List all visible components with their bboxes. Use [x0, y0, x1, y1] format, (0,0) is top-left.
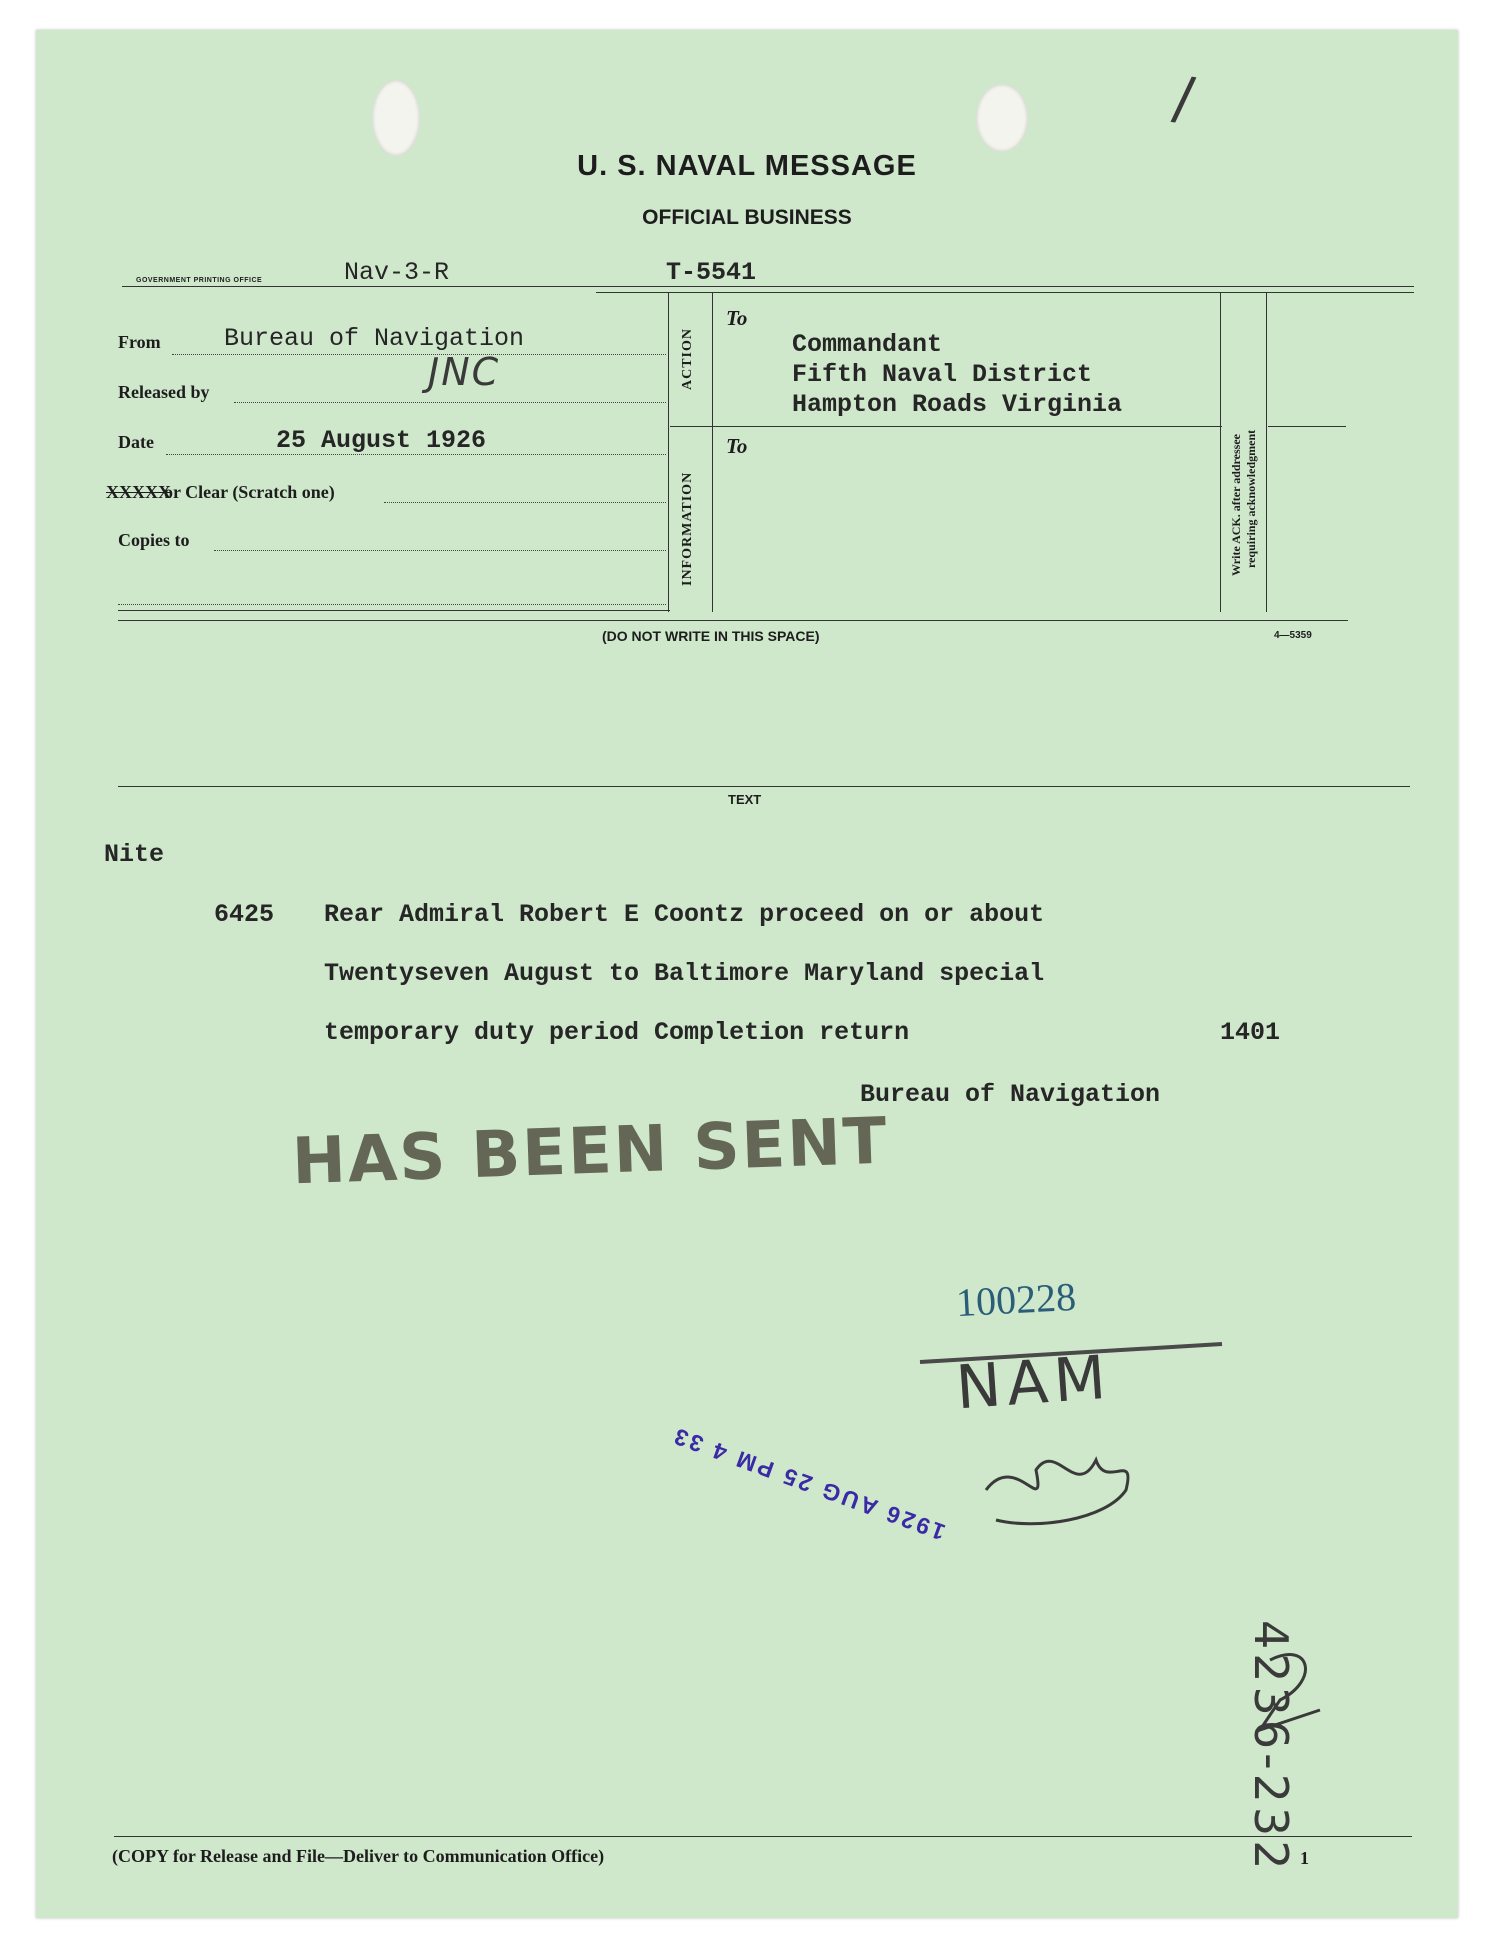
date-label: Date: [118, 432, 154, 452]
action-to-label: To: [726, 306, 748, 330]
information-to-label: To: [726, 434, 748, 458]
punch-hole-left: [372, 80, 420, 156]
corner-pencil-mark: /: [1169, 62, 1199, 134]
message-precedence: Nite: [104, 840, 165, 869]
page-subtitle: OFFICIAL BUSINESS: [642, 206, 852, 229]
action-label: ACTION: [680, 327, 695, 390]
punch-hole-right: [976, 84, 1028, 152]
has-been-sent-stamp: HAS BEEN SENT: [290, 1104, 890, 1200]
message-signature: Bureau of Navigation: [860, 1080, 1161, 1109]
number-stamp: 100228: [954, 1273, 1078, 1326]
code-or-clear-label: or Clear (Scratch one): [164, 482, 335, 502]
message-line: temporary duty period Completion return: [324, 1018, 910, 1047]
ack-note-line2: requiring acknowledgment: [1244, 429, 1258, 568]
message-time-group: 1401: [1220, 1018, 1281, 1047]
released-by-initials: JNC: [428, 350, 501, 394]
action-addressee: [792, 330, 1122, 420]
from-value: Bureau of Navigation: [224, 324, 525, 353]
gpo-note: GOVERNMENT PRINTING OFFICE: [136, 277, 263, 284]
page-title: U. S. NAVAL MESSAGE: [577, 150, 917, 182]
action-to-line: Hampton Roads Virginia: [792, 390, 1123, 419]
message-line: Rear Admiral Robert E Coontz proceed on or about: [324, 900, 1045, 929]
released-by-label: Released by: [118, 382, 210, 402]
information-label: INFORMATION: [680, 471, 695, 586]
operator-signature-scribble: [976, 1430, 1176, 1540]
file-number-pencil: 4236-232: [1244, 1620, 1298, 1874]
form-number: Nav-3-R: [344, 258, 450, 287]
pencil-checkmark: [1250, 1640, 1330, 1750]
ack-note-line1: Write ACK. after addressee: [1229, 434, 1243, 576]
page-number: 1: [1300, 1848, 1309, 1868]
action-to-line: Commandant: [792, 330, 943, 359]
do-not-write-note: (DO NOT WRITE IN THIS SPACE): [602, 628, 820, 644]
text-section-label: TEXT: [728, 792, 762, 807]
date-value: 25 August 1926: [276, 426, 487, 455]
footer-copy-note: (COPY for Release and File—Deliver to Communication Office): [112, 1846, 605, 1866]
operator-initials: NAM: [953, 1342, 1114, 1424]
code-label-struck: XXXXX: [106, 482, 171, 502]
message-line: Twentyseven August to Baltimore Maryland special: [324, 959, 1045, 988]
form-code: 4—5359: [1274, 630, 1312, 641]
serial-number: T-5541: [666, 258, 757, 287]
action-to-line: Fifth Naval District: [792, 360, 1093, 389]
message-form-paper: [36, 30, 1458, 1918]
message-number: 6425: [214, 900, 275, 929]
copies-to-label: Copies to: [118, 530, 190, 550]
from-label: From: [118, 332, 161, 352]
date-time-stamp: 1926 AUG 25 PM 4 33: [668, 1422, 949, 1546]
